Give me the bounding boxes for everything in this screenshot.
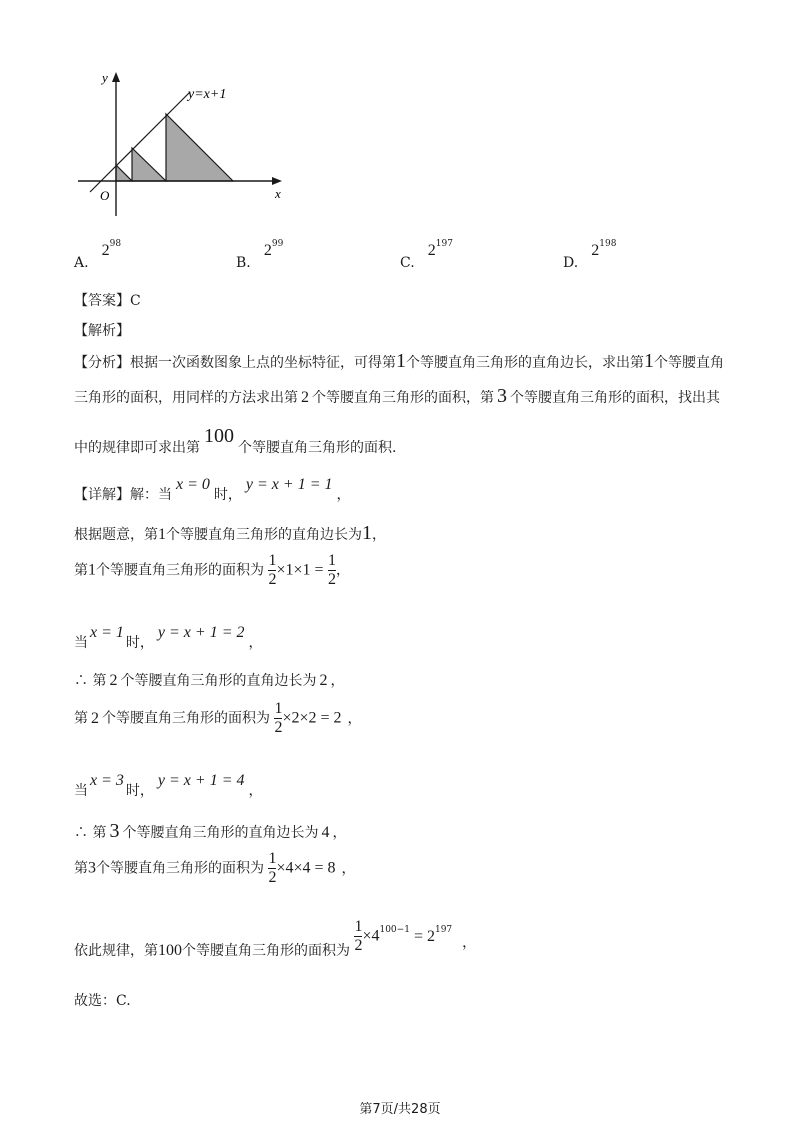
option-a: A. $2^{98}$ (74, 239, 122, 271)
fraction: $\frac{1}{2}$ (327, 552, 336, 588)
origin-label: O (100, 188, 110, 203)
y-axis-arrow (112, 72, 120, 82)
x-axis-arrow (272, 177, 282, 185)
option-d: D. $2^{198}$ (563, 239, 617, 271)
detail-line-6: 第 2 个等腰直角三角形的面积为 $\frac{1}{2}$ ×2×2 = 2 ， (74, 700, 362, 736)
fenxi-line-1: 【分析】根据一次函数图象上点的坐标特征，可得第1个等腰直角三角形的直角边长，求出第1个等腰直角 (74, 350, 724, 372)
fenxi-line-2: 三角形的面积，用同样的方法求出第 2 个等腰直角三角形的面积，第 3 个等腰直角三角形的面积，找出其 (74, 385, 720, 407)
conclusion-line: 故选：C. (74, 993, 131, 1009)
line-label: y=x+1 (188, 87, 227, 102)
detail-line-10: 依此规律，第100个等腰直角三角形的面积为 $\frac{1}{2}$ $\times 4^{100-1} = 2^{197}$， (74, 918, 477, 959)
option-c: C. $2^{197}$ (400, 239, 453, 271)
detail-line-8: ∴ 第 3 个等腰直角三角形的直角边长为 4 ， (74, 820, 347, 842)
y-axis-label: y (102, 70, 108, 85)
answer-value: C (130, 293, 141, 309)
detail-line-9: 第3个等腰直角三角形的面积为 $\frac{1}{2}$ ×4×4 = 8 ， (74, 850, 356, 886)
option-b: B. $2^{99}$ (236, 239, 284, 271)
fraction: $\frac{1}{2}$ (274, 700, 283, 736)
fraction: $\frac{1}{2}$ (354, 918, 363, 954)
option-letter: C. (400, 255, 415, 271)
x-axis-label: x (275, 186, 281, 201)
option-letter: A. (74, 255, 89, 271)
detail-line-7: 当x = 3时，y = x + 1 = 4， (74, 772, 263, 799)
coordinate-figure (70, 68, 290, 228)
triangle-3 (166, 114, 233, 181)
fraction: $\frac{1}{2}$ (268, 552, 277, 588)
answer-line (74, 290, 141, 310)
analysis-tag: 【解析】 (74, 323, 130, 339)
option-letter: D. (563, 255, 579, 271)
page-footer: 第7页/共28页 (359, 1102, 441, 1117)
answer-tag: 【答案】 (74, 293, 130, 309)
triangle-1 (116, 165, 132, 181)
fenxi-line-3: 中的规律即可求出第100个等腰直角三角形的面积. (74, 425, 397, 456)
detail-line-1: 【详解】解：当x = 0时，y = x + 1 = 1， (74, 476, 351, 503)
fraction: $\frac{1}{2}$ (268, 850, 277, 886)
detail-line-5: ∴ 第 2 个等腰直角三角形的直角边长为 2 ， (74, 672, 345, 689)
triangle-2 (132, 148, 166, 181)
detail-line-4: 当x = 1时，y = x + 1 = 2， (74, 624, 263, 651)
option-letter: B. (236, 255, 251, 271)
detail-line-3: 第1个等腰直角三角形的面积为 $\frac{1}{2}$ ×1×1 = $\frac{1}{2}$ ， (74, 552, 350, 588)
detail-line-2: 根据题意，第1个等腰直角三角形的直角边长为1， (74, 522, 386, 544)
